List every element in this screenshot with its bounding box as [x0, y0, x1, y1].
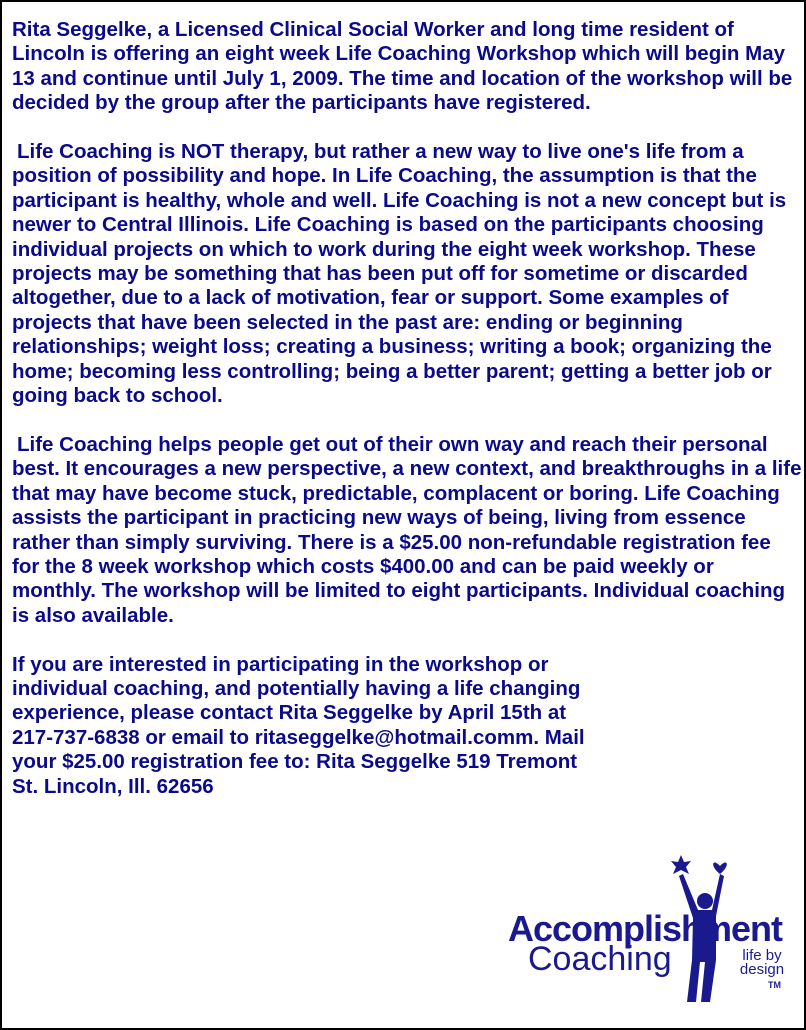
intro-paragraph: Rita Seggelke, a Licensed Clinical Social Worker and long time resident of Lincoln is offering an eight week Life Coaching Workshop which will begin May 13 and continue until July 1, 2009. The time and location of the workshop will be decided by the group after the participants have registered. — [12, 18, 793, 115]
contact-paragraph: If you are interested in participating in the workshop or individual coaching, and potentially having a life changing experience, please contact Rita Seggelke by April 15th at 217-737-6838 or email to ritaseggelke@hotmail.comm. Mail your $25.00 registration fee to: Rita Seggelke 519 Tremont St. Lincoln, Ill. 62656 — [12, 652, 585, 798]
flyer-body — [12, 18, 802, 799]
heart-icon — [713, 862, 727, 874]
logo-tagline: life by design — [739, 947, 785, 978]
logo-word-coaching: Coaching — [528, 940, 672, 978]
logo-trademark: TM — [768, 980, 781, 990]
what-is-coaching-paragraph: Life Coaching is NOT therapy, but rather a new way to live one's life from a position of possibility and hope. In Life Coaching, the assumption is that the participant is healthy, whole and well. Life Coaching is not a new concept but is newer to Central Illinois. Life Coaching is based on the participants choosing individual projects on which to work during the eight week workshop. These projects may be something that has been put off for sometime or discarded altogether, due to a lack of motivation, fear or support. Some examples of projects that have been selected in the past are: ending or beginning relationships; weight loss; creating a business; writing a book; organizing the home; becoming less controlling; being a better parent; getting a better job or going back to school. — [12, 140, 787, 408]
logo-word-accomplish: Accomplish — [508, 908, 703, 949]
accomplishment-coaching-logo — [502, 852, 802, 1002]
logo-word-ment: ment — [700, 908, 783, 949]
benefits-paragraph: Life Coaching helps people get out of their own way and reach their personal best. It encourages a new perspective, a new context, and breakthroughs in a life that may have become stuck, predictable, complacent or boring. Life Coaching assists the participant in practicing new ways of being, living from essence rather than simply surviving. There is a $25.00 non-refundable registration fee for the 8 week workshop which costs $400.00 and can be paid weekly or monthly. The workshop will be limited to eight participants. Individual coaching is also available. — [12, 432, 802, 627]
star-icon — [671, 855, 691, 874]
